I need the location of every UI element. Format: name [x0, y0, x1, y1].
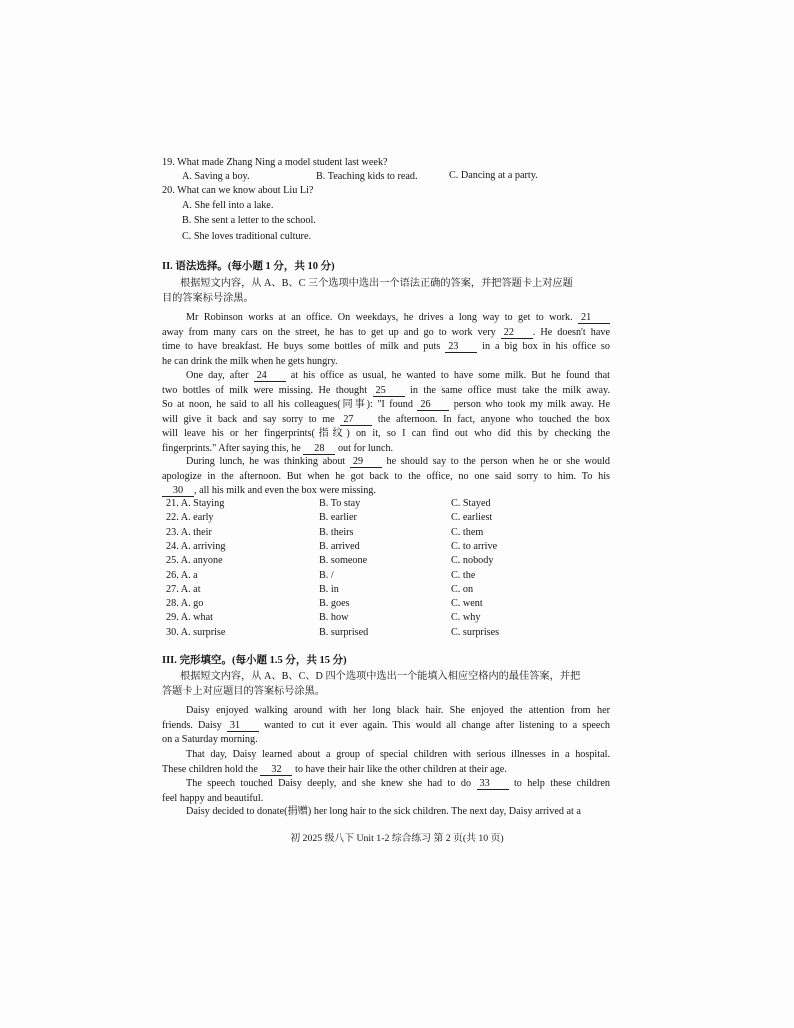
- section-3-instruction-1: 根据短文内容，从 A、B、C、D 四个选项中选出一个能填入相应空格内的最佳答案，并把: [180, 671, 581, 682]
- q20-stem: 20. What can we know about Liu Li?: [162, 185, 314, 196]
- passage-line: [162, 384, 610, 397]
- passage-text: . He doesn't have: [532, 326, 610, 338]
- section-2-title: II. 语法选择。(每小题 1 分，共 10 分): [162, 261, 335, 272]
- blank-number: 33: [477, 778, 509, 790]
- passage-text: friends. Daisy: [162, 719, 227, 731]
- blank-number: 21: [578, 312, 610, 324]
- passage-line: [162, 792, 610, 805]
- passage-line: [162, 763, 610, 776]
- page-footer: 初 2025 级八下 Unit 1-2 综合练习 第 2 页(共 10 页): [290, 833, 504, 844]
- passage-line: [162, 719, 610, 732]
- option-a: 27. A. at: [166, 583, 201, 595]
- passage-text: During lunch, he was thinking about: [186, 456, 350, 467]
- option-a: 21. A. Staying: [166, 498, 225, 509]
- option-b: B. theirs: [319, 526, 354, 538]
- q19-option-a: A. Saving a boy.: [182, 171, 250, 182]
- passage-text: Mr Robinson works at an office. On weekdays, he drives a long way to get to work.: [186, 312, 578, 323]
- blank-number: 22: [501, 327, 533, 339]
- passage-line: [186, 455, 610, 468]
- passage-text: two bottles of milk were missing. He thought: [162, 384, 373, 396]
- option-a: 24. A. arriving: [166, 540, 226, 552]
- option-a: 23. A. their: [166, 526, 212, 538]
- blank-number: 24: [254, 370, 286, 382]
- passage-line: [162, 398, 610, 411]
- passage-text: person who took my milk away. He: [449, 399, 610, 410]
- option-c: C. surprises: [451, 626, 500, 638]
- option-c: C. the: [451, 569, 476, 581]
- passage-text: to have their hair like the other children at their age.: [292, 763, 507, 775]
- passage-text: fingerprints." After saying this, he: [162, 442, 304, 454]
- blank-number: 28: [303, 443, 335, 455]
- option-a: 22. A. early: [166, 512, 214, 524]
- section-2-instruction-2: 目的答案标号涂黑。: [162, 293, 254, 304]
- passage-line: [162, 355, 610, 368]
- option-b: B. in: [319, 583, 339, 595]
- passage-text: the afternoon. In fact, anyone who touched the box: [372, 413, 610, 425]
- blank-number: 30: [162, 485, 194, 497]
- passage-text: The speech touched Daisy deeply, and she knew she had to do: [186, 778, 477, 789]
- option-a: 25. A. anyone: [166, 555, 223, 567]
- option-c: C. went: [451, 598, 483, 610]
- option-b: B. someone: [319, 555, 368, 567]
- blank-number: 32: [260, 764, 292, 776]
- option-c: C. Stayed: [451, 498, 491, 509]
- option-a: 30. A. surprise: [166, 626, 226, 638]
- passage-line: [162, 733, 610, 746]
- option-b: B. goes: [319, 598, 350, 610]
- blank-number: 26: [417, 399, 449, 411]
- passage-line: [162, 427, 610, 440]
- option-c: C. on: [451, 583, 474, 595]
- passage-text: to help these children: [508, 778, 611, 789]
- option-a: 26. A. a: [166, 569, 198, 581]
- passage-line: [186, 805, 610, 818]
- option-b: B. /: [319, 569, 334, 581]
- blank-number: 25: [373, 385, 405, 397]
- option-c: C. earliest: [451, 512, 493, 524]
- option-a: 28. A. go: [166, 598, 204, 610]
- passage-line: [186, 311, 610, 324]
- option-c: C. nobody: [451, 555, 494, 567]
- passage-text: Daisy enjoyed walking around with her long black hair. She enjoyed the attention from her: [186, 705, 610, 716]
- passage-text: he should say to the person when he or she would: [381, 456, 610, 467]
- passage-line: [186, 777, 610, 790]
- q19-stem: 19. What made Zhang Ning a model student last week?: [162, 157, 388, 168]
- passage-text: will give it back and say sorry to me: [162, 413, 341, 425]
- section-2-instruction-1: 根据短文内容，从 A、B、C 三个选项中选出一个语法正确的答案，并把答题卡上对应题: [180, 278, 573, 289]
- passage-text: wanted to cut it ever again. This would all change after listening to a speech: [258, 719, 610, 731]
- passage-line: [186, 704, 610, 717]
- passage-text: out for lunch.: [335, 442, 394, 454]
- section-3-title: III. 完形填空。(每小题 1.5 分，共 15 分): [162, 655, 347, 666]
- option-c: C. them: [451, 526, 484, 538]
- q19-option-c: C. Dancing at a party.: [449, 170, 538, 181]
- passage-text: on a Saturday morning.: [162, 734, 258, 745]
- passage-text: , all his milk and even the box were missing.: [194, 485, 376, 496]
- passage-text: That day, Daisy learned about a group of special children with serious illnesses in a hospital.: [186, 749, 610, 760]
- option-b: B. surprised: [319, 626, 369, 638]
- option-c: C. to arrive: [451, 540, 498, 552]
- passage-text: at his office as usual, he wanted to have some milk. But he found that: [285, 370, 610, 381]
- option-b: B. To stay: [319, 498, 361, 509]
- option-b: B. arrived: [319, 540, 360, 552]
- passage-text: Daisy decided to donate(捐赠) her long hair to the sick children. The next day, Daisy arrived at a: [186, 806, 581, 817]
- passage-text: he can drink the milk when he gets hungry.: [162, 355, 338, 367]
- passage-line: [162, 484, 610, 497]
- passage-text: So at noon, he said to all his colleagues(同事): "I found: [162, 399, 418, 410]
- option-b: B. how: [319, 612, 349, 624]
- passage-line: [162, 413, 610, 426]
- passage-text: in a big box in his office so: [477, 341, 610, 352]
- passage-text: feel happy and beautiful.: [162, 792, 264, 804]
- passage-line: [162, 340, 610, 353]
- blank-number: 23: [445, 341, 477, 353]
- passage-line: [162, 326, 610, 339]
- blank-number: 29: [350, 456, 382, 468]
- q20-option-a: A. She fell into a lake.: [182, 200, 274, 211]
- q19-option-b: B. Teaching kids to read.: [316, 171, 418, 182]
- section-3-instruction-2: 答题卡上对应题目的答案标号涂黑。: [162, 686, 325, 697]
- passage-text: One day, after: [186, 370, 254, 381]
- q20-option-c: C. She loves traditional culture.: [182, 231, 312, 242]
- passage-text: in the same office must take the milk away.: [404, 384, 610, 396]
- blank-number: 27: [340, 414, 372, 426]
- passage-text: apologize in the afternoon. But when he got back to the office, no one said sorry to him. To his: [162, 470, 610, 482]
- passage-line: [162, 442, 610, 455]
- passage-text: away from many cars on the street, he has to get up and go to work very: [162, 326, 501, 338]
- blank-number: 31: [227, 720, 259, 732]
- passage-text: These children hold the: [162, 763, 261, 775]
- passage-line: [186, 369, 610, 382]
- passage-text: will leave his or her fingerprints(指纹) on it, so I can find out who did this by checking the: [162, 428, 610, 439]
- passage-line: [162, 470, 610, 483]
- option-b: B. earlier: [319, 512, 357, 524]
- q20-option-b: B. She sent a letter to the school.: [182, 215, 316, 226]
- option-c: C. why: [451, 612, 481, 624]
- option-a: 29. A. what: [166, 612, 213, 624]
- passage-line: [186, 748, 610, 761]
- passage-text: time to have breakfast. He buys some bottles of milk and puts: [162, 341, 446, 352]
